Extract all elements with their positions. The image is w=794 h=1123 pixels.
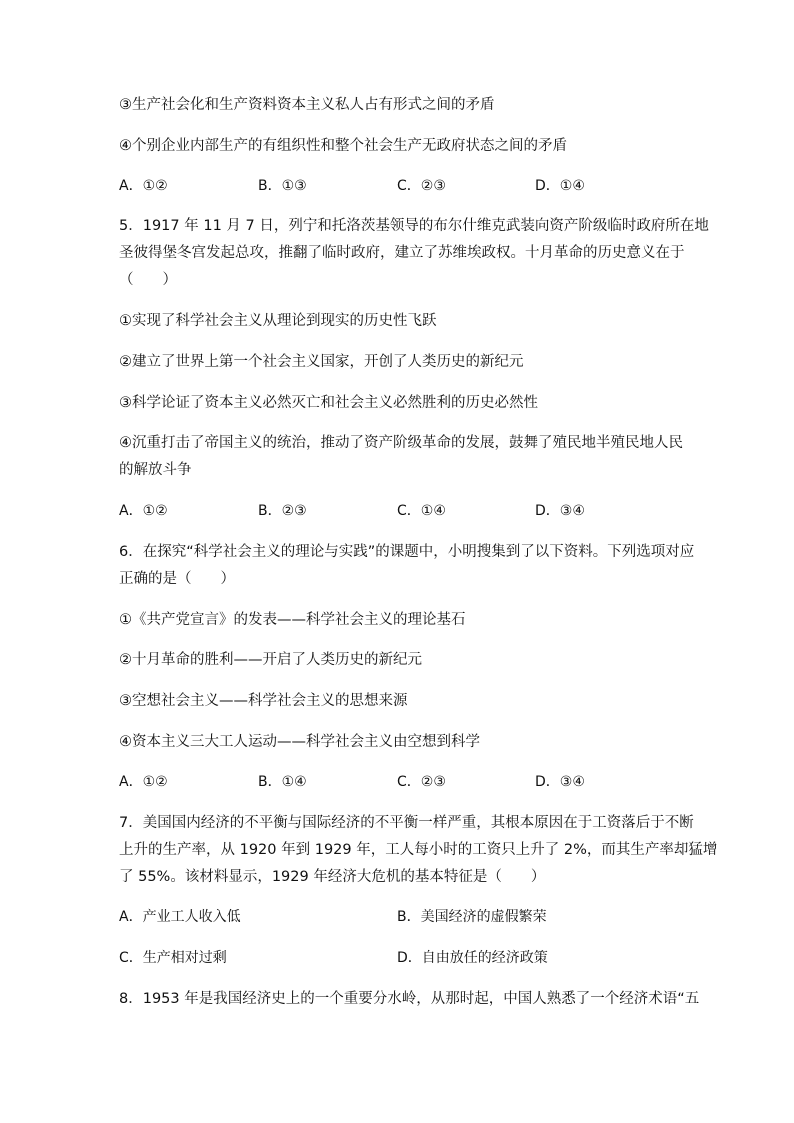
q6-option-d[interactable]: D．③④ — [535, 774, 585, 790]
q5-statement-3: ③科学论证了资本主义必然灭亡和社会主义必然胜利的历史必然性 — [119, 395, 538, 411]
q7-option-d[interactable]: D．自由放任的经济政策 — [397, 950, 548, 966]
q5-option-c[interactable]: C．①④ — [397, 503, 446, 519]
q5-option-a[interactable]: A．①② — [119, 503, 168, 519]
q7-options-row-1 — [119, 907, 719, 927]
q7-option-b[interactable]: B．美国经济的虚假繁荣 — [397, 909, 547, 925]
q5-answer-blank: （ ） — [119, 272, 177, 288]
q5-statement-4-line-1: ④沉重打击了帝国主义的统治，推动了资产阶级革命的发展，鼓舞了殖民地半殖民地人民 — [119, 435, 683, 451]
q7-stem-line-1: 7．美国国内经济的不平衡与国际经济的不平衡一样严重，其根本原因在于工资落后于不断 — [119, 815, 694, 831]
q6-stem-line-1: 6．在探究“科学社会主义的理论与实践”的课题中，小明搜集到了以下资料。下列选项对应 — [119, 544, 695, 560]
q6-option-c[interactable]: C．②③ — [397, 774, 446, 790]
q6-option-a[interactable]: A．①② — [119, 774, 168, 790]
q6-option-b[interactable]: B．①④ — [258, 774, 307, 790]
q5-option-d[interactable]: D．③④ — [535, 503, 585, 519]
q4-options — [119, 176, 719, 196]
q6-stem-line-2: 正确的是（ ） — [119, 571, 235, 587]
q4-option-c[interactable]: C．②③ — [397, 178, 446, 194]
q7-option-a[interactable]: A．产业工人收入低 — [119, 909, 241, 925]
q7-options-row-2 — [119, 948, 719, 968]
q4-option-d[interactable]: D．①④ — [535, 178, 585, 194]
q4-statement-3: ③生产社会化和生产资料资本主义私人占有形式之间的矛盾 — [119, 97, 495, 113]
q5-options — [119, 501, 719, 521]
q6-statement-3: ③空想社会主义——科学社会主义的思想来源 — [119, 693, 408, 709]
q6-options — [119, 772, 719, 792]
q5-option-b[interactable]: B．②③ — [258, 503, 307, 519]
q7-option-c[interactable]: C．生产相对过剩 — [119, 950, 227, 966]
q5-stem-line-1: 5．1917 年 11 月 7 日，列宁和托洛茨基领导的布尔什维克武装向资产阶级临时政府所在地 — [119, 218, 709, 234]
q6-statement-2: ②十月革命的胜利——开启了人类历史的新纪元 — [119, 652, 422, 668]
q5-stem-line-2: 圣彼得堡冬宫发起总攻，推翻了临时政府，建立了苏维埃政权。十月革命的历史意义在于 — [119, 245, 685, 261]
q7-stem-line-2: 上升的生产率，从 1920 年到 1929 年，工人每小时的工资只上升了 2%，而其生产率却猛增 — [119, 842, 718, 858]
q4-option-b[interactable]: B．①③ — [258, 178, 307, 194]
q4-statement-4: ④个别企业内部生产的有组织性和整个社会生产无政府状态之间的矛盾 — [119, 138, 567, 154]
q6-statement-4: ④资本主义三大工人运动——科学社会主义由空想到科学 — [119, 734, 480, 750]
q7-stem-line-3: 了 55%。该材料显示，1929 年经济大危机的基本特征是（ ） — [119, 869, 546, 885]
q6-statement-1: ①《共产党宣言》的发表——科学社会主义的理论基石 — [119, 612, 466, 628]
q5-statement-2: ②建立了世界上第一个社会主义国家，开创了人类历史的新纪元 — [119, 354, 524, 370]
q4-option-a[interactable]: A．①② — [119, 178, 168, 194]
q5-statement-1: ①实现了科学社会主义从理论到现实的历史性飞跃 — [119, 313, 437, 329]
q5-statement-4-line-2: 的解放斗争 — [119, 462, 192, 478]
q8-stem-line-1: 8．1953 年是我国经济史上的一个重要分水岭，从那时起，中国人熟悉了一个经济术语“五 — [119, 991, 700, 1007]
